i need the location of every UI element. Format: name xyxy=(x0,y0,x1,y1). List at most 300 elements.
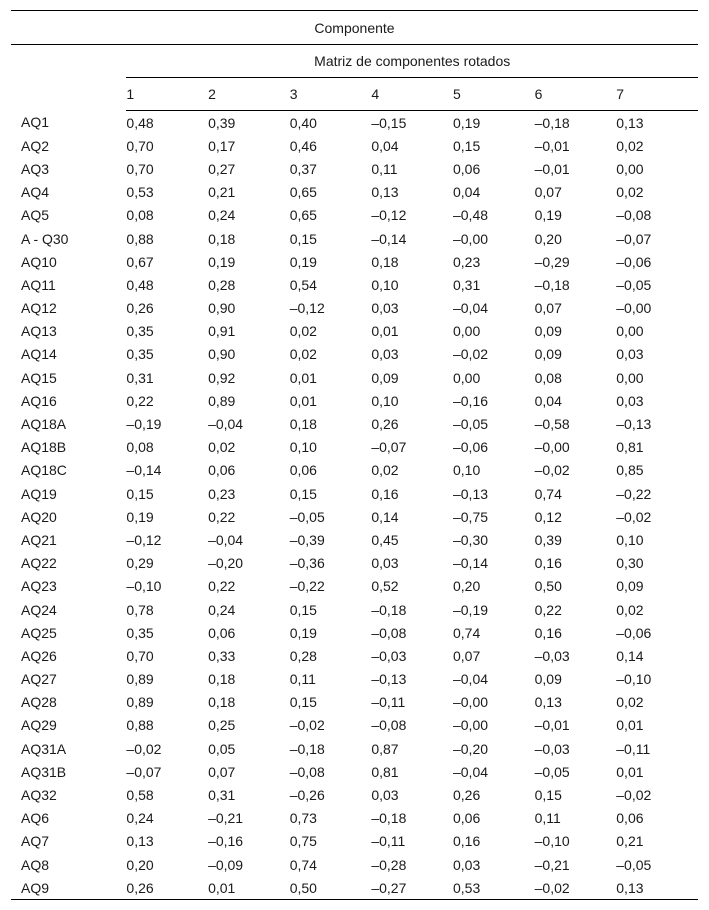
table-cell: 0,01 xyxy=(289,392,317,409)
table-cell: 0,81 xyxy=(371,763,399,780)
row-label: AQ15 xyxy=(21,369,57,386)
table-row xyxy=(11,436,698,459)
table-cell: –0,03 xyxy=(534,647,570,664)
table-cell: –0,05 xyxy=(452,416,489,433)
table-cell: 0,02 xyxy=(289,323,317,340)
table-cell: –0,01 xyxy=(534,160,570,177)
row-label: AQ26 xyxy=(21,647,57,664)
table-cell: 0,06 xyxy=(208,624,236,641)
table-row xyxy=(11,714,698,737)
row-label: AQ22 xyxy=(21,555,57,572)
table-cell: 0,11 xyxy=(289,671,316,688)
table-cell: 0,09 xyxy=(534,671,562,688)
table-cell: –0,04 xyxy=(208,531,244,548)
table-cell: –0,10 xyxy=(534,833,570,850)
table-cell: –0,11 xyxy=(371,833,406,850)
table-cell: 0,70 xyxy=(126,647,154,664)
table-cell: 0,74 xyxy=(452,624,481,641)
table-row xyxy=(11,575,698,598)
table-row xyxy=(11,320,698,343)
table-cell: –0,08 xyxy=(616,207,652,224)
table-cell: 0,15 xyxy=(289,485,317,502)
row-label: AQ28 xyxy=(21,694,57,711)
row-label: AQ16 xyxy=(21,392,57,409)
table-row xyxy=(11,783,698,806)
table-cell: 0,75 xyxy=(289,833,317,850)
table-cell: –0,36 xyxy=(289,555,325,572)
table-cell: –0,04 xyxy=(208,416,244,433)
table-cell: 0,03 xyxy=(371,555,399,572)
table-cell: 0,00 xyxy=(452,323,481,340)
table-cell: 0,03 xyxy=(371,787,399,804)
table-cell: 0,18 xyxy=(289,416,317,433)
table-cell: 0,33 xyxy=(208,647,236,664)
table-cell: 0,06 xyxy=(616,810,644,827)
rotated-component-matrix-table xyxy=(11,10,698,900)
table-row xyxy=(11,760,698,783)
table-cell: 0,89 xyxy=(126,671,154,688)
table-row xyxy=(11,366,698,389)
table-cell: –0,05 xyxy=(289,508,325,525)
row-label: AQ18B xyxy=(21,439,67,456)
table-cell: –0,02 xyxy=(616,787,652,804)
table-cell: 0,18 xyxy=(208,671,236,688)
row-label: AQ19 xyxy=(21,485,57,502)
row-label: AQ18C xyxy=(21,462,67,479)
table-cell: 0,65 xyxy=(289,184,317,201)
table-cell: 0,03 xyxy=(616,346,644,363)
table-cell: –0,07 xyxy=(616,230,652,247)
table-row xyxy=(11,668,698,691)
table-row xyxy=(11,204,698,227)
row-label: AQ29 xyxy=(21,717,57,734)
table-cell: 0,31 xyxy=(208,787,236,804)
table-cell: 0,24 xyxy=(208,601,236,618)
table-cell: 0,22 xyxy=(126,392,154,409)
table-cell: 0,27 xyxy=(208,160,236,177)
table-cell: 0,15 xyxy=(289,694,317,711)
row-label: AQ8 xyxy=(21,856,50,873)
table-cell: 0,09 xyxy=(534,323,562,340)
table-row xyxy=(11,111,698,135)
table-row xyxy=(11,343,698,366)
table-cell: 0,22 xyxy=(534,601,562,618)
table-cell: 0,13 xyxy=(616,876,698,900)
table-cell: 0,67 xyxy=(126,253,154,270)
table-subtitle: Matriz de componentes rotados xyxy=(126,45,698,78)
table-cell: 0,04 xyxy=(534,392,562,409)
table-cell: –0,18 xyxy=(371,810,407,827)
table-cell: –0,08 xyxy=(289,763,325,780)
table-cell: 0,87 xyxy=(371,740,399,757)
table-cell: –0,09 xyxy=(208,856,244,873)
table-cell: 0,02 xyxy=(616,694,644,711)
table-cell: 0,15 xyxy=(289,601,317,618)
table-cell: 0,28 xyxy=(208,276,236,293)
table-cell: 0,31 xyxy=(126,369,154,386)
table-cell: 0,16 xyxy=(534,555,562,572)
table-cell: 0,19 xyxy=(534,207,562,224)
table-cell: –0,00 xyxy=(616,300,652,317)
table-cell: 0,00 xyxy=(616,369,644,386)
table-cell: 0,24 xyxy=(208,207,236,224)
table-cell: 0,17 xyxy=(208,137,236,154)
table-cell: 0,10 xyxy=(289,439,317,456)
column-header: 7 xyxy=(616,78,698,111)
table-cell: 0,09 xyxy=(371,369,399,386)
table-row xyxy=(11,830,698,853)
table-cell: 0,92 xyxy=(208,369,236,386)
header-blank-cell xyxy=(11,45,126,78)
table-cell: 0,81 xyxy=(616,439,644,456)
table-cell: 0,14 xyxy=(616,647,644,664)
row-label: AQ4 xyxy=(21,184,50,201)
table-cell: 0,08 xyxy=(534,369,562,386)
table-cell: 0,91 xyxy=(208,323,236,340)
table-row xyxy=(11,459,698,482)
table-row xyxy=(11,528,698,551)
table-cell: 0,70 xyxy=(126,137,154,154)
table-row xyxy=(11,181,698,204)
table-cell: 0,20 xyxy=(452,578,481,595)
table-cell: 0,23 xyxy=(208,485,236,502)
table-title: Componente xyxy=(11,11,698,45)
table-cell: 0,02 xyxy=(616,184,644,201)
row-label: AQ27 xyxy=(21,671,57,688)
table-row xyxy=(11,273,698,296)
table-cell: 0,74 xyxy=(289,856,317,873)
table-row xyxy=(11,807,698,830)
table-cell: 0,35 xyxy=(126,346,154,363)
table-cell: 0,00 xyxy=(452,369,481,386)
table-cell: 0,04 xyxy=(452,184,481,201)
table-row xyxy=(11,644,698,667)
row-label: AQ5 xyxy=(21,207,50,224)
table-cell: –0,14 xyxy=(371,230,407,247)
table-cell: 0,88 xyxy=(126,717,154,734)
table-cell: 0,07 xyxy=(452,647,481,664)
table-cell: 0,89 xyxy=(126,694,154,711)
table-cell: 0,21 xyxy=(208,184,236,201)
table-cell: 0,22 xyxy=(208,578,236,595)
column-header: 5 xyxy=(453,78,535,111)
table-cell: –0,02 xyxy=(289,717,325,734)
table-cell: –0,04 xyxy=(452,300,489,317)
table-cell: –0,58 xyxy=(534,416,570,433)
table-cell: 0,74 xyxy=(534,485,562,502)
table-cell: 0,21 xyxy=(616,833,644,850)
row-label: AQ7 xyxy=(21,833,50,850)
table-cell: 0,01 xyxy=(616,717,644,734)
table-cell: 0,02 xyxy=(371,462,399,479)
row-label: AQ10 xyxy=(21,253,57,270)
table-cell: 0,03 xyxy=(371,346,399,363)
table-cell: –0,00 xyxy=(452,230,489,247)
table-cell: –0,48 xyxy=(452,207,489,224)
table-cell: 0,16 xyxy=(371,485,399,502)
table-cell: –0,18 xyxy=(534,276,570,293)
row-label: AQ1 xyxy=(21,114,50,131)
table-cell: 0,08 xyxy=(126,439,154,456)
table-cell: 0,40 xyxy=(289,114,317,131)
table-cell: 0,65 xyxy=(289,207,317,224)
table-row xyxy=(11,482,698,505)
table-cell: 0,19 xyxy=(289,624,317,641)
column-header: 4 xyxy=(371,78,453,111)
row-label: A - Q30 xyxy=(21,230,69,247)
table-cell: 0,08 xyxy=(126,207,154,224)
table-cell: –0,05 xyxy=(616,276,652,293)
table-cell: 0,29 xyxy=(126,555,154,572)
table-row xyxy=(11,552,698,575)
table-cell: 0,20 xyxy=(126,856,154,873)
table-row xyxy=(11,297,698,320)
table-cell: 0,14 xyxy=(371,508,399,525)
table-cell: 0,24 xyxy=(126,810,154,827)
table-cell: –0,22 xyxy=(289,578,325,595)
table-cell: 0,78 xyxy=(126,601,154,618)
table-cell: –0,20 xyxy=(208,555,244,572)
row-label: AQ13 xyxy=(21,323,57,340)
table-cell: –0,18 xyxy=(371,601,407,618)
table-cell: –0,06 xyxy=(616,624,652,641)
table-cell: 0,07 xyxy=(208,763,236,780)
table-cell: 0,50 xyxy=(534,578,562,595)
table-cell: 0,58 xyxy=(126,787,154,804)
row-label: AQ25 xyxy=(21,624,57,641)
table-cell: 0,37 xyxy=(289,160,317,177)
table-cell: –0,18 xyxy=(534,114,570,131)
table-cell: 0,88 xyxy=(126,230,154,247)
table-row xyxy=(11,389,698,412)
table-cell: –0,00 xyxy=(534,439,570,456)
table-cell: –0,29 xyxy=(534,253,570,270)
table-cell: 0,06 xyxy=(208,462,236,479)
table-cell: 0,03 xyxy=(616,392,644,409)
table-row xyxy=(11,157,698,180)
table-cell: 0,25 xyxy=(208,717,236,734)
table-cell: 0,26 xyxy=(371,416,399,433)
table-cell: 0,22 xyxy=(208,508,236,525)
row-label: AQ32 xyxy=(21,787,57,804)
table-cell: 0,16 xyxy=(534,624,562,641)
table-cell: 0,02 xyxy=(616,601,644,618)
table-cell: 0,19 xyxy=(208,253,236,270)
table-cell: –0,08 xyxy=(371,717,407,734)
table-cell: 0,70 xyxy=(126,160,154,177)
table-cell: –0,03 xyxy=(534,740,570,757)
row-label: AQ9 xyxy=(11,876,126,900)
table-cell: –0,02 xyxy=(616,508,652,525)
table-cell: –0,12 xyxy=(289,300,325,317)
table-cell: –0,03 xyxy=(371,647,407,664)
table-cell: 0,10 xyxy=(371,392,399,409)
table-cell: –0,15 xyxy=(371,114,407,131)
table-cell: –0,02 xyxy=(452,346,489,363)
table-cell: 0,04 xyxy=(371,137,399,154)
table-cell: 0,19 xyxy=(289,253,317,270)
table-row xyxy=(11,227,698,250)
table-cell: –0,01 xyxy=(534,137,570,154)
table-cell: –0,26 xyxy=(289,787,325,804)
table-cell: –0,01 xyxy=(534,717,570,734)
table-cell: 0,54 xyxy=(289,276,317,293)
row-label: AQ21 xyxy=(21,531,57,548)
table-cell: –0,11 xyxy=(371,694,406,711)
table-cell: 0,01 xyxy=(616,763,644,780)
table-row xyxy=(11,505,698,528)
row-label: AQ31B xyxy=(21,763,67,780)
table-cell: –0,05 xyxy=(534,763,570,780)
table-cell: 0,19 xyxy=(452,114,481,131)
table-cell: 0,18 xyxy=(208,694,236,711)
table-cell: 0,15 xyxy=(534,787,562,804)
table-row xyxy=(11,412,698,435)
table-cell: 0,18 xyxy=(208,230,236,247)
table-cell: 0,13 xyxy=(534,694,562,711)
table-cell: 0,30 xyxy=(616,555,644,572)
table-cell: –0,19 xyxy=(126,416,162,433)
table-row xyxy=(11,134,698,157)
table-cell: –0,18 xyxy=(289,740,325,757)
table-cell: 0,48 xyxy=(126,276,154,293)
table-cell: –0,00 xyxy=(452,717,489,734)
table-cell: 0,35 xyxy=(126,323,154,340)
table-cell: 0,12 xyxy=(534,508,562,525)
table-cell: –0,10 xyxy=(126,578,162,595)
table-cell: –0,11 xyxy=(616,740,651,757)
table-cell: 0,26 xyxy=(126,876,208,900)
table-row xyxy=(11,691,698,714)
table-cell: 0,07 xyxy=(534,300,562,317)
row-label: AQ14 xyxy=(21,346,57,363)
table-cell: 0,01 xyxy=(371,323,399,340)
table-cell: –0,27 xyxy=(371,876,453,900)
table-cell: 0,39 xyxy=(534,531,562,548)
table-cell: 0,28 xyxy=(289,647,317,664)
table-cell: 0,06 xyxy=(452,160,481,177)
table-cell: 0,46 xyxy=(289,137,317,154)
table-cell: 0,03 xyxy=(452,856,481,873)
table-cell: 0,00 xyxy=(616,323,644,340)
column-header: 6 xyxy=(535,78,617,111)
table-cell: 0,01 xyxy=(208,876,290,900)
table-cell: –0,16 xyxy=(452,392,489,409)
table-cell: –0,39 xyxy=(289,531,325,548)
table-cell: –0,08 xyxy=(371,624,407,641)
table-cell: 0,26 xyxy=(452,787,481,804)
row-label: AQ24 xyxy=(21,601,57,618)
table-cell: 0,85 xyxy=(616,462,644,479)
table-cell: 0,10 xyxy=(452,462,481,479)
table-cell: –0,06 xyxy=(616,253,652,270)
table-cell: 0,11 xyxy=(371,160,398,177)
table-cell: 0,06 xyxy=(289,462,317,479)
table-cell: –0,13 xyxy=(371,671,407,688)
table-cell: 0,01 xyxy=(289,369,317,386)
table-cell: 0,13 xyxy=(126,833,154,850)
table-cell: 0,13 xyxy=(371,184,399,201)
table-cell: 0,02 xyxy=(208,439,236,456)
table-cell: –0,10 xyxy=(616,671,652,688)
table-cell: –0,05 xyxy=(616,856,652,873)
table-cell: –0,30 xyxy=(452,531,489,548)
table-cell: –0,06 xyxy=(452,439,489,456)
table-cell: –0,02 xyxy=(126,740,162,757)
table-cell: 0,11 xyxy=(534,810,561,827)
table-cell: –0,07 xyxy=(126,763,162,780)
table-cell: 0,10 xyxy=(616,531,644,548)
table-cell: –0,28 xyxy=(371,856,407,873)
table-cell: 0,53 xyxy=(126,184,154,201)
table-cell: –0,12 xyxy=(371,207,407,224)
table-cell: 0,89 xyxy=(208,392,236,409)
table-cell: 0,31 xyxy=(452,276,481,293)
table-cell: 0,09 xyxy=(616,578,644,595)
table-cell: 0,15 xyxy=(289,230,317,247)
table-cell: 0,19 xyxy=(126,508,154,525)
table-cell: –0,21 xyxy=(534,856,570,873)
table-cell: –0,00 xyxy=(452,694,489,711)
column-header: 2 xyxy=(208,78,290,111)
column-header: 3 xyxy=(290,78,372,111)
header-blank-cell xyxy=(11,78,126,111)
table-cell: 0,16 xyxy=(452,833,481,850)
table-cell: –0,14 xyxy=(126,462,162,479)
table-cell: 0,90 xyxy=(208,300,236,317)
table-body xyxy=(11,111,698,900)
row-label: AQ3 xyxy=(21,160,50,177)
table-cell: 0,45 xyxy=(371,531,399,548)
table-cell: –0,12 xyxy=(126,531,162,548)
table-row xyxy=(11,250,698,273)
table-cell: –0,14 xyxy=(452,555,489,572)
table-cell: –0,02 xyxy=(535,876,617,900)
table-cell: –0,22 xyxy=(616,485,652,502)
column-header: 1 xyxy=(126,78,208,111)
row-label: AQ12 xyxy=(21,300,57,317)
table-cell: 0,35 xyxy=(126,624,154,641)
table-cell: 0,73 xyxy=(289,810,317,827)
table-cell: 0,15 xyxy=(126,485,154,502)
table-cell: 0,07 xyxy=(534,184,562,201)
table-cell: 0,23 xyxy=(452,253,481,270)
table-cell: 0,13 xyxy=(616,114,644,131)
table-cell: –0,02 xyxy=(534,462,570,479)
table-row xyxy=(11,876,698,900)
table-cell: –0,04 xyxy=(452,763,489,780)
table-cell: 0,02 xyxy=(616,137,644,154)
row-label: AQ6 xyxy=(21,810,50,827)
row-label: AQ11 xyxy=(21,276,56,293)
table-cell: 0,50 xyxy=(290,876,372,900)
table-cell: 0,18 xyxy=(371,253,399,270)
table-cell: –0,20 xyxy=(452,740,489,757)
table-cell: –0,07 xyxy=(371,439,407,456)
table-cell: –0,13 xyxy=(616,416,652,433)
table-cell: –0,19 xyxy=(452,601,489,618)
table-cell: 0,48 xyxy=(126,114,154,131)
row-label: AQ18A xyxy=(21,416,67,433)
table-cell: 0,15 xyxy=(452,137,481,154)
table-cell: 0,09 xyxy=(534,346,562,363)
table-cell: 0,20 xyxy=(534,230,562,247)
table-row xyxy=(11,598,698,621)
table-cell: 0,03 xyxy=(371,300,399,317)
table-cell: –0,13 xyxy=(452,485,489,502)
table-cell: –0,21 xyxy=(208,810,244,827)
row-label: AQ23 xyxy=(21,578,57,595)
